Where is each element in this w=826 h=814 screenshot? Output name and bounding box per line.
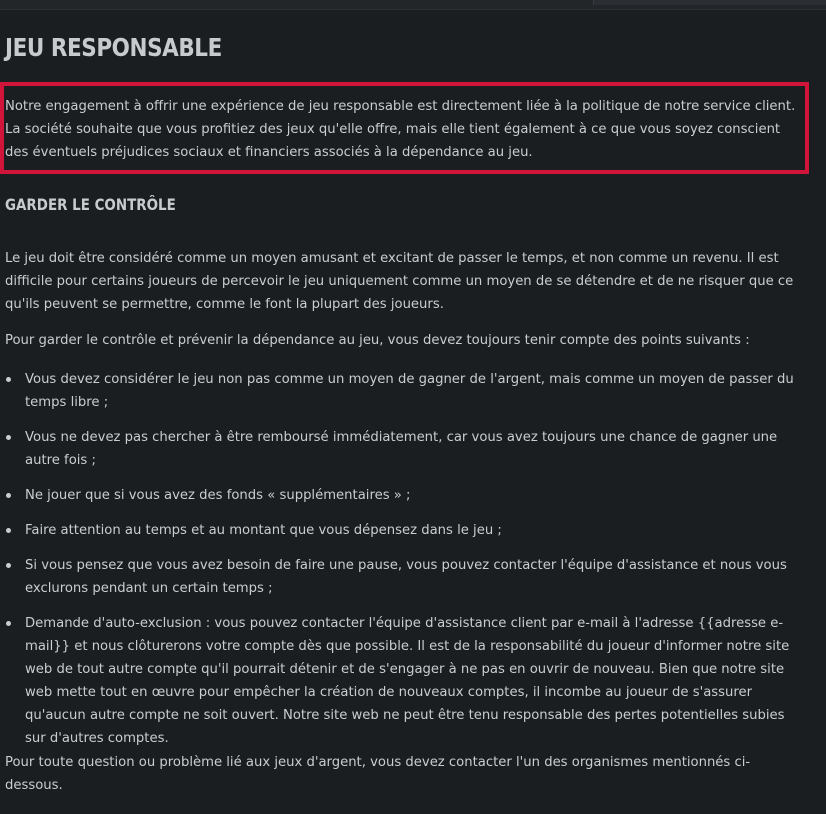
control-points-list xyxy=(0,368,820,762)
list-item-text: Vous ne devez pas chercher à être remboursé immédiatement, car vous avez toujours une chance de gagner une autre fois ; xyxy=(25,430,778,468)
bullet-icon xyxy=(6,377,11,382)
paragraph-leisure: Le jeu doit être considéré comme un moyen amusant et excitant de passer le temps, et non comme un revenu. Il est difficile pour certains joueurs de percevoir le jeu uniquement comme un moyen de se détendre et de ne risquer que ce qu'ils peuvent se permettre, comme le font la plupart des joueurs. xyxy=(5,251,794,312)
page-title: JEU RESPONSABLE xyxy=(5,33,222,62)
list-item xyxy=(0,612,795,750)
bullet-icon xyxy=(6,493,11,498)
list-item xyxy=(0,368,795,414)
bullet-icon xyxy=(6,563,11,568)
top-bar-field[interactable] xyxy=(593,0,826,5)
list-item-text: Vous devez considérer le jeu non pas comme un moyen de gagner de l'argent, mais comme un moyen de passer du temps libre ; xyxy=(25,372,794,410)
list-item-text: Si vous pensez que vous avez besoin de faire une pause, vous pouvez contacter l'équipe d'assistance et nous vous exclurons pendant un certain temps ; xyxy=(25,558,787,596)
list-item xyxy=(0,426,795,472)
paragraph-contact: Pour toute question ou problème lié aux jeux d'argent, vous devez contacter l'un des organismes mentionnés ci-dessous. xyxy=(5,755,751,793)
bullet-icon xyxy=(6,528,11,533)
list-item xyxy=(0,554,795,600)
list-item xyxy=(0,519,795,542)
list-item-text: Demande d'auto-exclusion : vous pouvez contacter l'équipe d'assistance client par e-mail à l'adresse {{adresse e-mail}} et nous clôturerons votre compte dès que possible. Il est de la responsabilité du joueur d'informer notre site web de tout autre compte qu'il pourrait détenir et de s'engager à ne pas en ouvrir de nouveau. Bien que notre site web mette tout en œuvre pour empêcher la création de nouveaux comptes, il incombe au joueur de s'assurer qu'aucun autre compte ne soit ouvert. Notre site web ne peut être tenu responsable des pertes potentielles subies sur d'autres comptes. xyxy=(25,616,790,746)
paragraph-points-intro: Pour garder le contrôle et prévenir la dépendance au jeu, vous devez toujours tenir compte des points suivants : xyxy=(5,333,750,348)
list-item xyxy=(0,484,795,507)
section-title: GARDER LE CONTRÔLE xyxy=(5,195,176,214)
bullet-icon xyxy=(6,621,11,626)
list-item-text: Ne jouer que si vous avez des fonds « supplémentaires » ; xyxy=(25,488,411,503)
list-item-text: Faire attention au temps et au montant que vous dépensez dans le jeu ; xyxy=(25,523,502,538)
bullet-icon xyxy=(6,435,11,440)
top-bar xyxy=(0,0,826,10)
intro-paragraph: Notre engagement à offrir une expérience de jeu responsable est directement liée à la politique de notre service client. La société souhaite que vous profitiez des jeux qu'elle offre, mais elle tient également à ce que vous soyez conscient des éventuels préjudices sociaux et financiers associés à la dépendance au jeu. xyxy=(5,99,796,160)
